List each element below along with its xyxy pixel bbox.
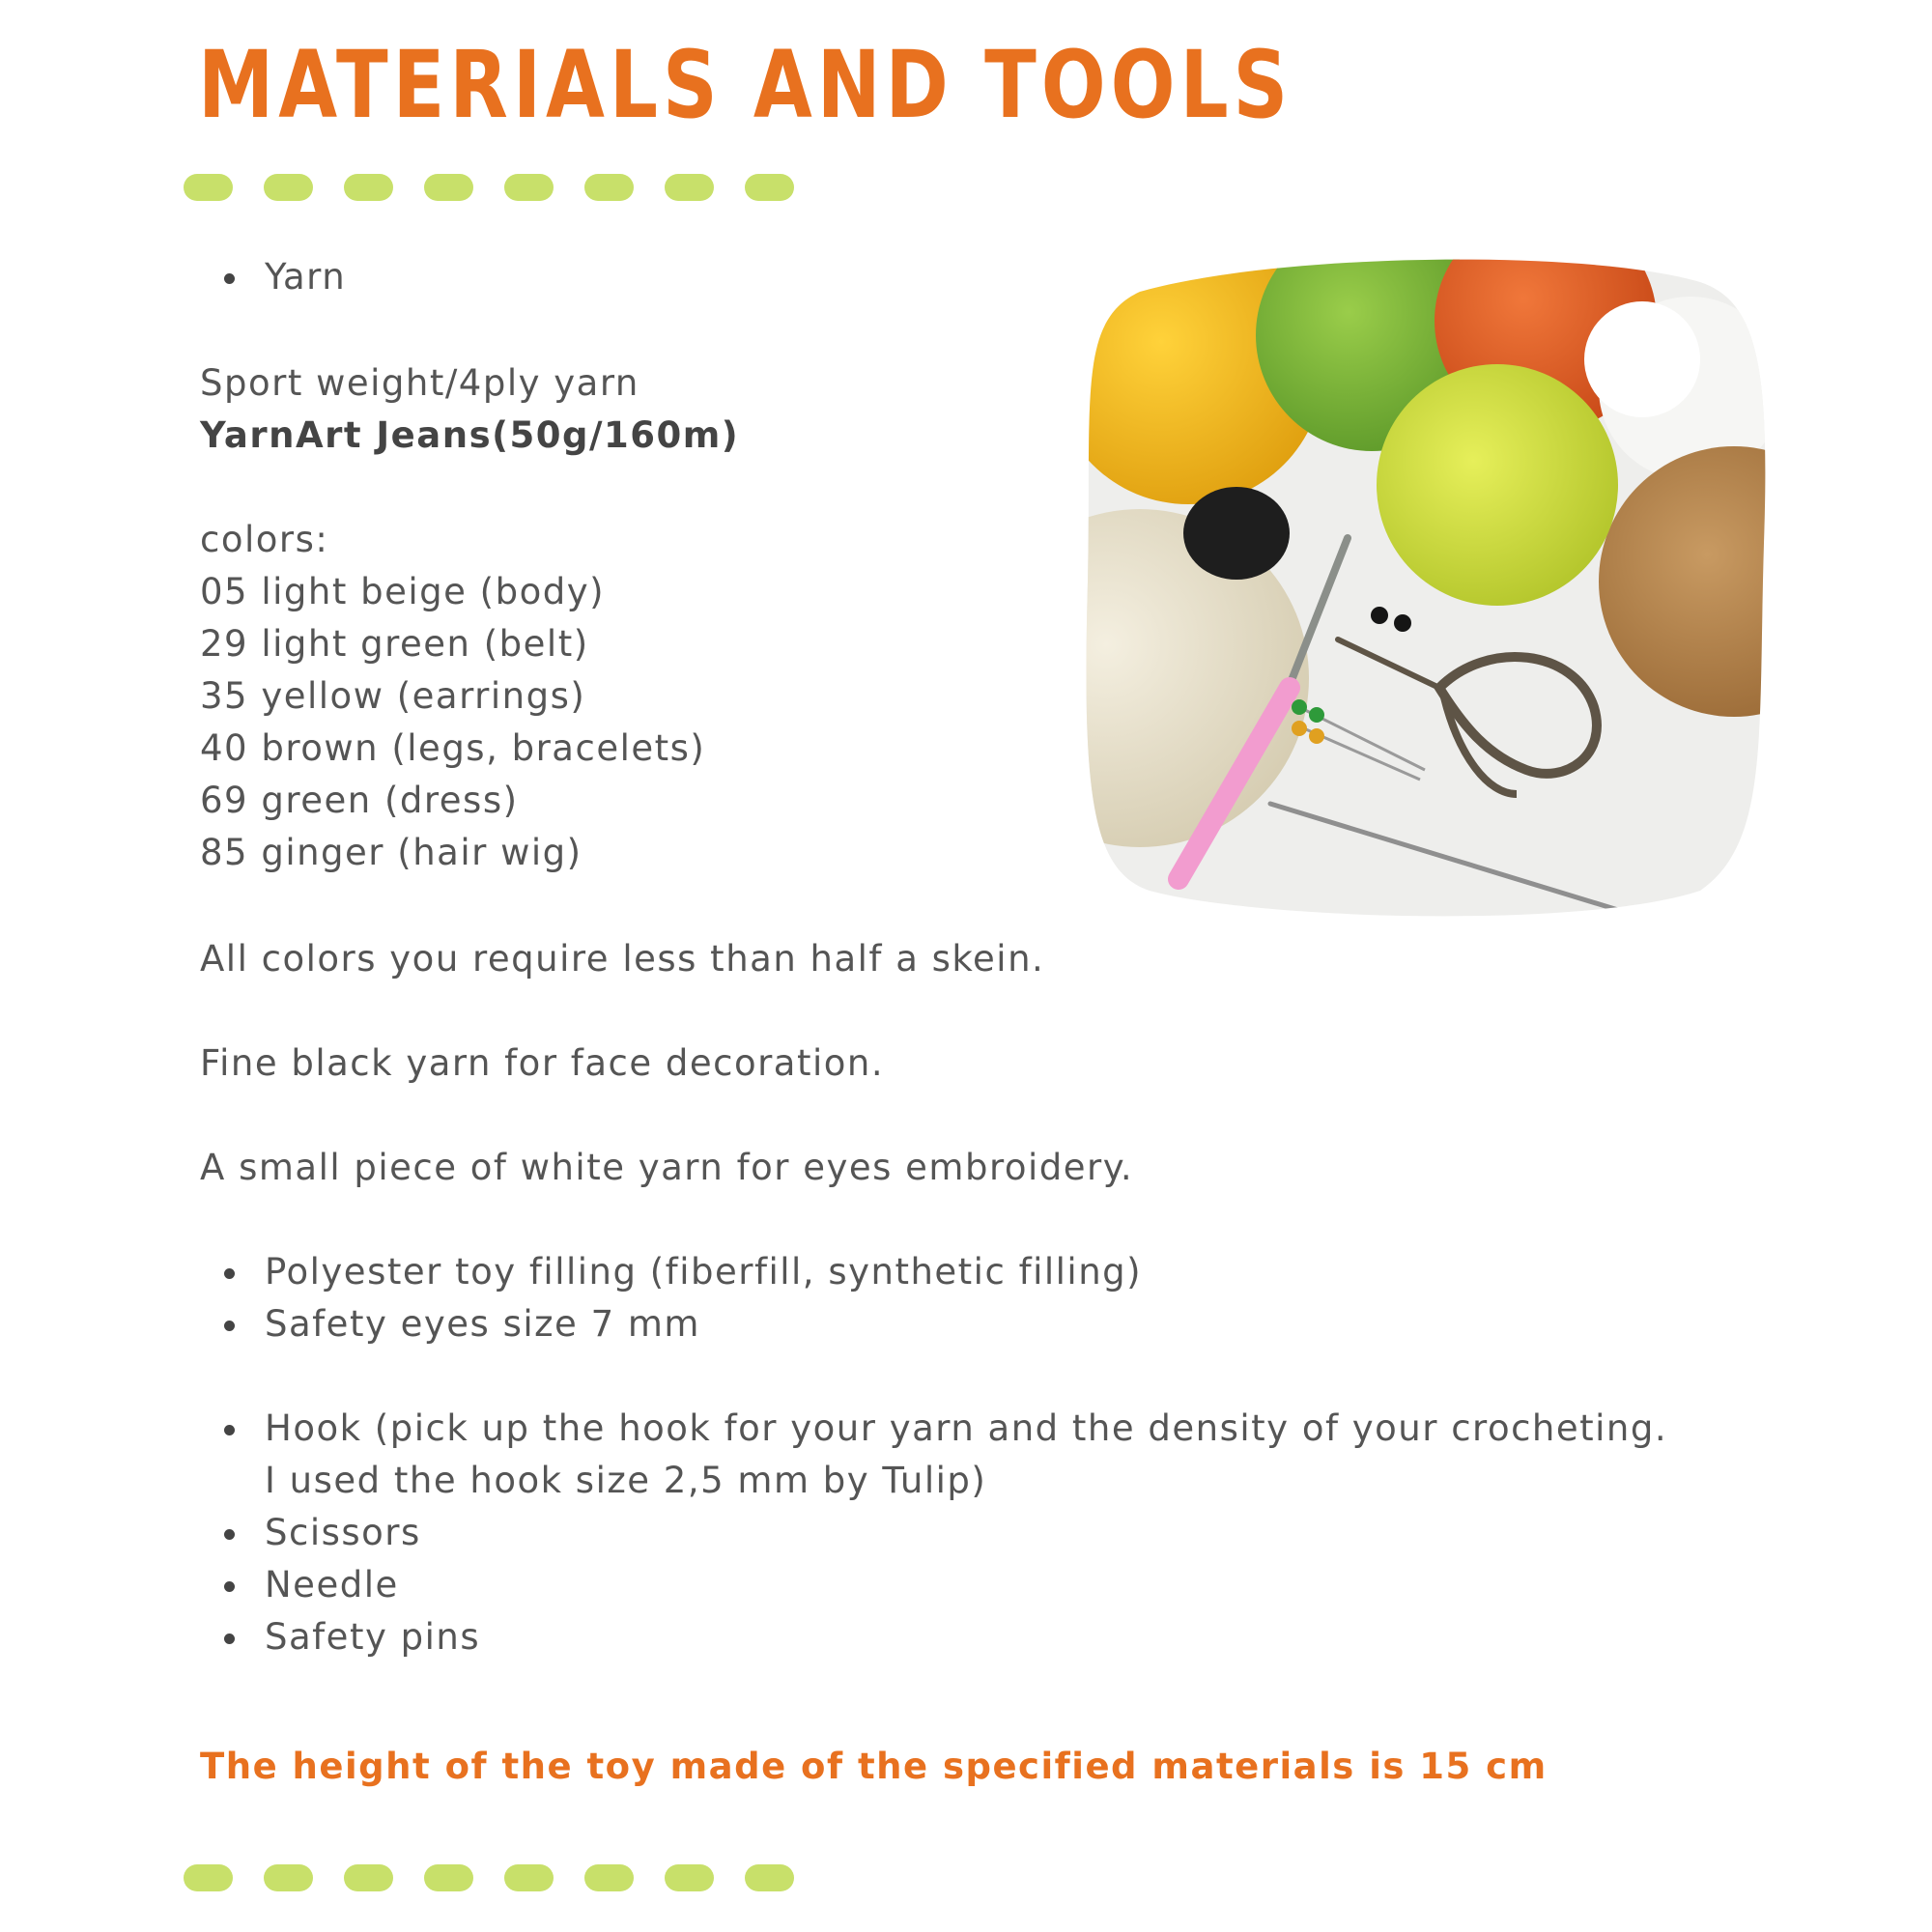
list-item: Yarn bbox=[200, 251, 346, 303]
hook-line-1: Hook (pick up the hook for your yarn and the density of your crocheting. bbox=[265, 1407, 1668, 1449]
list-item: Safety eyes size 7 mm bbox=[200, 1298, 1142, 1350]
materials-list-yarn bbox=[200, 251, 346, 303]
materials-photo bbox=[1082, 253, 1768, 920]
divider-dot bbox=[665, 1864, 714, 1891]
color-item: 29 light green (belt) bbox=[200, 623, 589, 665]
page-title: MATERIALS AND TOOLS bbox=[198, 31, 1293, 139]
note-white-yarn: A small piece of white yarn for eyes embroidery. bbox=[200, 1147, 1134, 1188]
divider-dot bbox=[665, 174, 714, 201]
divider-dot bbox=[584, 1864, 634, 1891]
list-item: Scissors bbox=[200, 1507, 1667, 1559]
note-black-yarn: Fine black yarn for face decoration. bbox=[200, 1042, 885, 1084]
height-note: The height of the toy made of the specified materials is 15 cm bbox=[200, 1746, 1548, 1787]
divider-dot bbox=[504, 1864, 554, 1891]
materials-list-filling bbox=[200, 1246, 1142, 1350]
dotted-divider-bottom bbox=[184, 1864, 794, 1893]
divider-dot bbox=[344, 1864, 393, 1891]
divider-dot bbox=[424, 174, 473, 201]
divider-dot bbox=[264, 1864, 313, 1891]
divider-dot bbox=[424, 1864, 473, 1891]
dotted-divider-top bbox=[184, 174, 794, 203]
color-item: 35 yellow (earrings) bbox=[200, 675, 586, 717]
divider-dot bbox=[264, 174, 313, 201]
divider-dot bbox=[745, 1864, 794, 1891]
colors-heading: colors: bbox=[200, 519, 329, 560]
color-item: 69 green (dress) bbox=[200, 780, 519, 821]
color-item: 40 brown (legs, bracelets) bbox=[200, 727, 706, 769]
yarn-brand: YarnArt Jeans(50g/160m) bbox=[200, 414, 740, 456]
hook-line-2: I used the hook size 2,5 mm by Tulip) bbox=[265, 1460, 987, 1501]
list-item: Polyester toy filling (fiberfill, synthetic filling) bbox=[200, 1246, 1142, 1298]
divider-dot bbox=[344, 174, 393, 201]
tools-list bbox=[200, 1403, 1667, 1663]
list-item-hook bbox=[200, 1403, 1667, 1507]
divider-dot bbox=[584, 174, 634, 201]
divider-dot bbox=[184, 1864, 233, 1891]
color-item: 85 ginger (hair wig) bbox=[200, 832, 582, 873]
colors-list bbox=[200, 514, 705, 879]
list-item: Needle bbox=[200, 1559, 1667, 1611]
lime-yarn-ball bbox=[1377, 364, 1618, 606]
yarn-weight: Sport weight/4ply yarn bbox=[200, 362, 639, 404]
list-item: Safety pins bbox=[200, 1611, 1667, 1663]
black-yarn bbox=[1183, 487, 1290, 580]
divider-dot bbox=[184, 174, 233, 201]
divider-dot bbox=[745, 174, 794, 201]
divider-dot bbox=[504, 174, 554, 201]
note-half-skein: All colors you require less than half a skein. bbox=[200, 938, 1045, 980]
color-item: 05 light beige (body) bbox=[200, 571, 606, 612]
